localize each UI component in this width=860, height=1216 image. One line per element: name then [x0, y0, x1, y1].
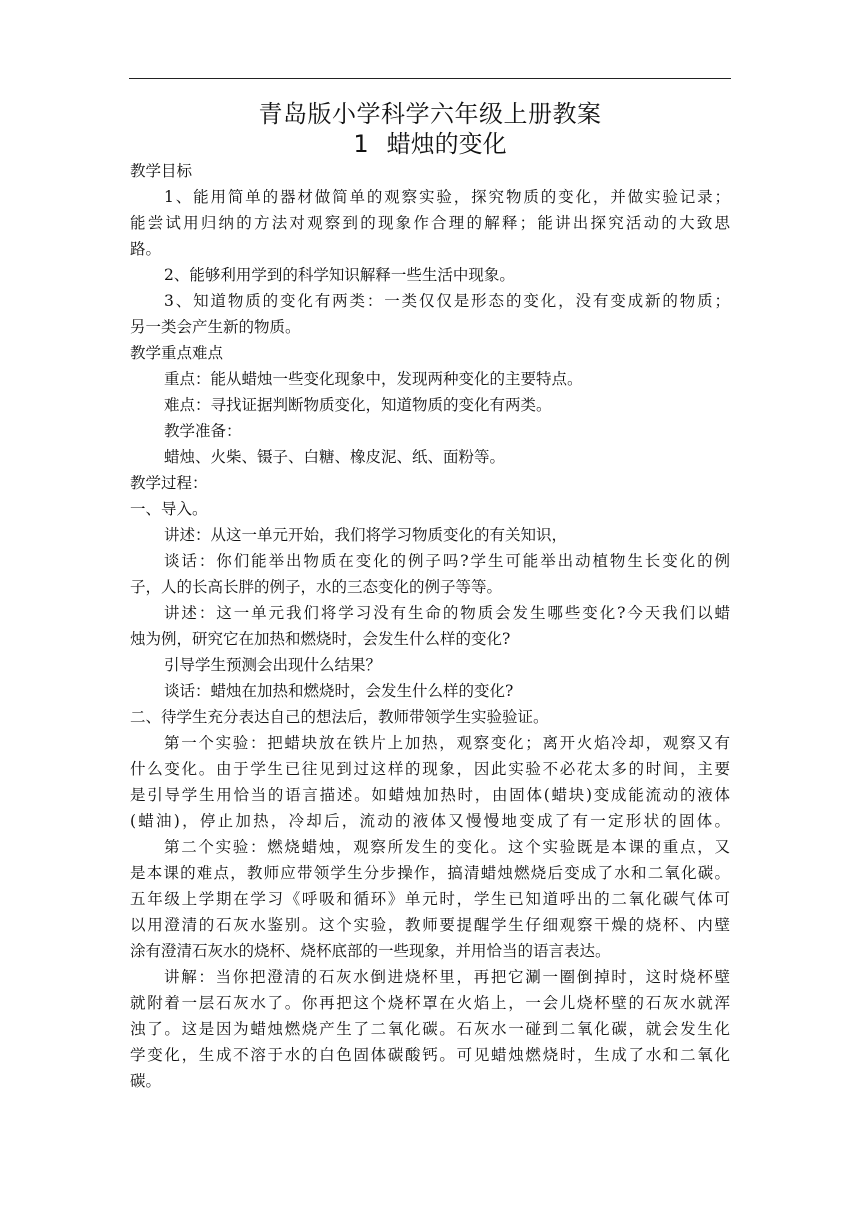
text-line: 1、能用简单的器材做简单的观察实验，探究物质的变化，并做实验记录；: [164, 188, 730, 206]
document-title: 青岛版小学科学六年级上册教案: [258, 100, 602, 128]
document-body: [130, 158, 730, 1094]
lesson-heading: [129, 130, 731, 158]
text-line: 讲述：这一单元我们将学习没有生命的物质会发生哪些变化?今天我们以蜡: [164, 604, 730, 622]
text-line: 谈话：你们能举出物质在变化的例子吗?学生可能举出动植物生长变化的例: [164, 552, 730, 570]
lesson-number: 1: [353, 130, 369, 158]
text-line: (蜡油)，停止加热，冷却后，流动的液体又慢慢地变成了有一定形状的固体。: [130, 812, 730, 830]
text-line: 路。: [130, 240, 162, 258]
text-line: 讲解：当你把澄清的石灰水倒进烧杯里，再把它涮一圈倒掉时，这时烧杯壁: [164, 968, 730, 986]
text-line: 五年级上学期在学习《呼吸和循环》单元时，学生已知道呼出的二氧化碳气体可: [130, 890, 730, 908]
text-line: 引导学生预测会出现什么结果？: [164, 656, 382, 674]
text-line: 涂有澄清石灰水的烧杯、烧杯底部的一些现象，并用恰当的语言表达。: [130, 942, 611, 960]
text-line: 烛为例，研究它在加热和燃烧时，会发生什么样的变化?: [130, 630, 511, 648]
text-line: 就附着一层石灰水了。你再把这个烧杯罩在火焰上，一会儿烧杯壁的石灰水就浑: [130, 994, 730, 1012]
text-line: 碳。: [130, 1072, 162, 1090]
text-line: 第一个实验：把蜡块放在铁片上加热，观察变化；离开火焰冷却，观察又有: [164, 734, 730, 752]
text-line: 子，人的长高长胖的例子，水的三态变化的例子等等。: [130, 578, 503, 596]
header-rule: [129, 78, 731, 79]
text-line: 浊了。这是因为蜡烛燃烧产生了二氧化碳。石灰水一碰到二氧化碳，就会发生化: [130, 1020, 730, 1038]
text-line: 第二个实验：燃烧蜡烛，观察所发生的变化。这个实验既是本课的重点，又: [164, 838, 730, 856]
text-line: 谈话：蜡烛在加热和燃烧时，会发生什么样的变化?: [164, 682, 514, 700]
text-line: 一、导入。: [130, 500, 208, 518]
text-line: 重点：能从蜡烛一些变化现象中，发现两种变化的主要特点。: [164, 370, 583, 388]
lesson-title: 蜡烛的变化: [386, 130, 507, 158]
text-line: 二、待学生充分表达自己的想法后，教师带领学生实验验证。: [130, 708, 549, 726]
text-line: 蜡烛、火柴、镊子、白糖、橡皮泥、纸、面粉等。: [164, 448, 506, 466]
text-line: 教学准备：: [164, 422, 242, 440]
text-line: 3、知道物质的变化有两类：一类仅仅是形态的变化，没有变成新的物质；: [164, 292, 730, 310]
text-line: 讲述：从这一单元开始，我们将学习物质变化的有关知识，: [164, 526, 568, 544]
text-line: 是引导学生用恰当的语言描述。如蜡烛加热时，由固体(蜡块)变成能流动的液体: [130, 786, 730, 804]
text-line: 学变化，生成不溶于水的白色固体碳酸钙。可见蜡烛燃烧时，生成了水和二氧化: [130, 1046, 730, 1064]
text-line: 难点：寻找证据判断物质变化，知道物质的变化有两类。: [164, 396, 552, 414]
text-line: 教学过程：: [130, 474, 208, 492]
text-line: 能尝试用归纳的方法对观察到的现象作合理的解释；能讲出探究活动的大致思: [130, 214, 730, 232]
text-line: 教学目标: [130, 162, 193, 180]
text-line: 什么变化。由于学生已往见到过这样的现象，因此实验不必花太多的时间，主要: [130, 760, 730, 778]
text-line: 2、能够利用学到的科学知识解释一些生活中现象。: [164, 266, 515, 284]
text-line: 以用澄清的石灰水鉴别。这个实验，教师要提醒学生仔细观察干燥的烧杯、内壁: [130, 916, 730, 934]
text-line: 另一类会产生新的物质。: [130, 318, 301, 336]
text-line: 教学重点难点: [130, 344, 224, 362]
text-line: 是本课的难点，教师应带领学生分步操作，搞清蜡烛燃烧后变成了水和二氧化碳。: [130, 864, 730, 882]
